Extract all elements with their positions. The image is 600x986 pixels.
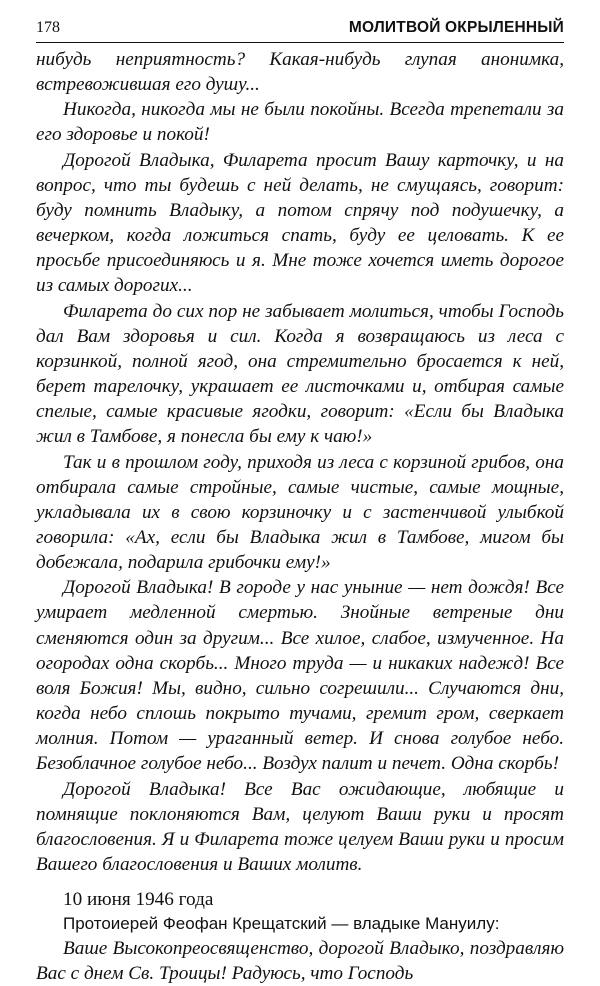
- letter-body: [36, 47, 564, 877]
- next-letter-body: [36, 936, 564, 986]
- paragraph: Дорогой Владыка! Все Вас ожидающие, любящие и помнящие поклоняются Вам, целуют Ваши руки и просят благословения. Я и Филарета тоже целуем Ваши руки и просим Вашего благословения и Ваших молитв.: [36, 778, 564, 875]
- book-page: [36, 18, 564, 986]
- paragraph: Филарета до сих пор не забывает молиться, чтобы Господь дал Вам здоровья и сил. Когда я возвращаюсь из леса с корзинкой, полной ягод, она стремительно бросается к ней, берет тарелочку, украшает ее листочками и, отбирая самые спелые, самые красивые ягодки, говорит: «Если бы Владыка жил в Тамбове, я понесла бы ему к чаю!»: [36, 300, 564, 448]
- letter-date: 10 июня 1946 года: [63, 889, 214, 911]
- running-title: МОЛИТВОЙ ОКРЫЛЕННЫЙ: [348, 19, 564, 36]
- page-number: 178: [36, 19, 60, 36]
- paragraph-continuation: нибудь неприятность? Какая-нибудь глупая анонимка, встревожившая его душу...: [36, 49, 564, 96]
- paragraph: Так и в прошлом году, приходя из леса с корзиной грибов, она отбирала самые стройные, самые чистые, самые мощные, укладывала их в свою корзиночку и с застенчивой улыбкой говорила: «Ах, если бы Владыка жил в Тамбове, мигом бы добежала, подарила грибочки ему!»: [36, 451, 564, 574]
- paragraph: Ваше Высокопреосвященство, дорогой Владыко, поздравляю Вас с днем Св. Троицы! Радуюсь, что Господь: [36, 938, 564, 985]
- paragraph: Дорогой Владыка! В городе у нас уныние — нет дождя! Все умирает медленной смертью. Знойные ветреные дни сменяются один за другим... Все хилое, слабое, измученное. На огородах одна скорбь... Много труда — и никаких надежд! Все воля Божия! Мы, видно, сильно согрешили... Случаются дни, когда небо сплошь покрыто тучами, гремит гром, сверкает молния. Потом — ураганный ветер. И снова голубое небо. Безоблачное голубое небо... Воздух палит и печет. Одна скорбь!: [36, 577, 564, 775]
- paragraph: Никогда, никогда мы не были покойны. Всегда трепетали за его здоровье и покой!: [36, 99, 564, 146]
- paragraph: Дорогой Владыка, Филарета просит Вашу карточку, и на вопрос, что ты будешь с ней делать, не смущаясь, говорит: буду помнить Владыку, а потом спрячу под подушечку, а вечерком, когда ложиться спать, буду ее целовать. К ее просьбе присоединяюсь и я. Мне тоже хочется иметь дорогое из самых дорогих...: [36, 149, 564, 297]
- page-header: [36, 18, 564, 43]
- letter-heading: Протоиерей Феофан Крещатский — владыке Мануилу:: [63, 914, 500, 934]
